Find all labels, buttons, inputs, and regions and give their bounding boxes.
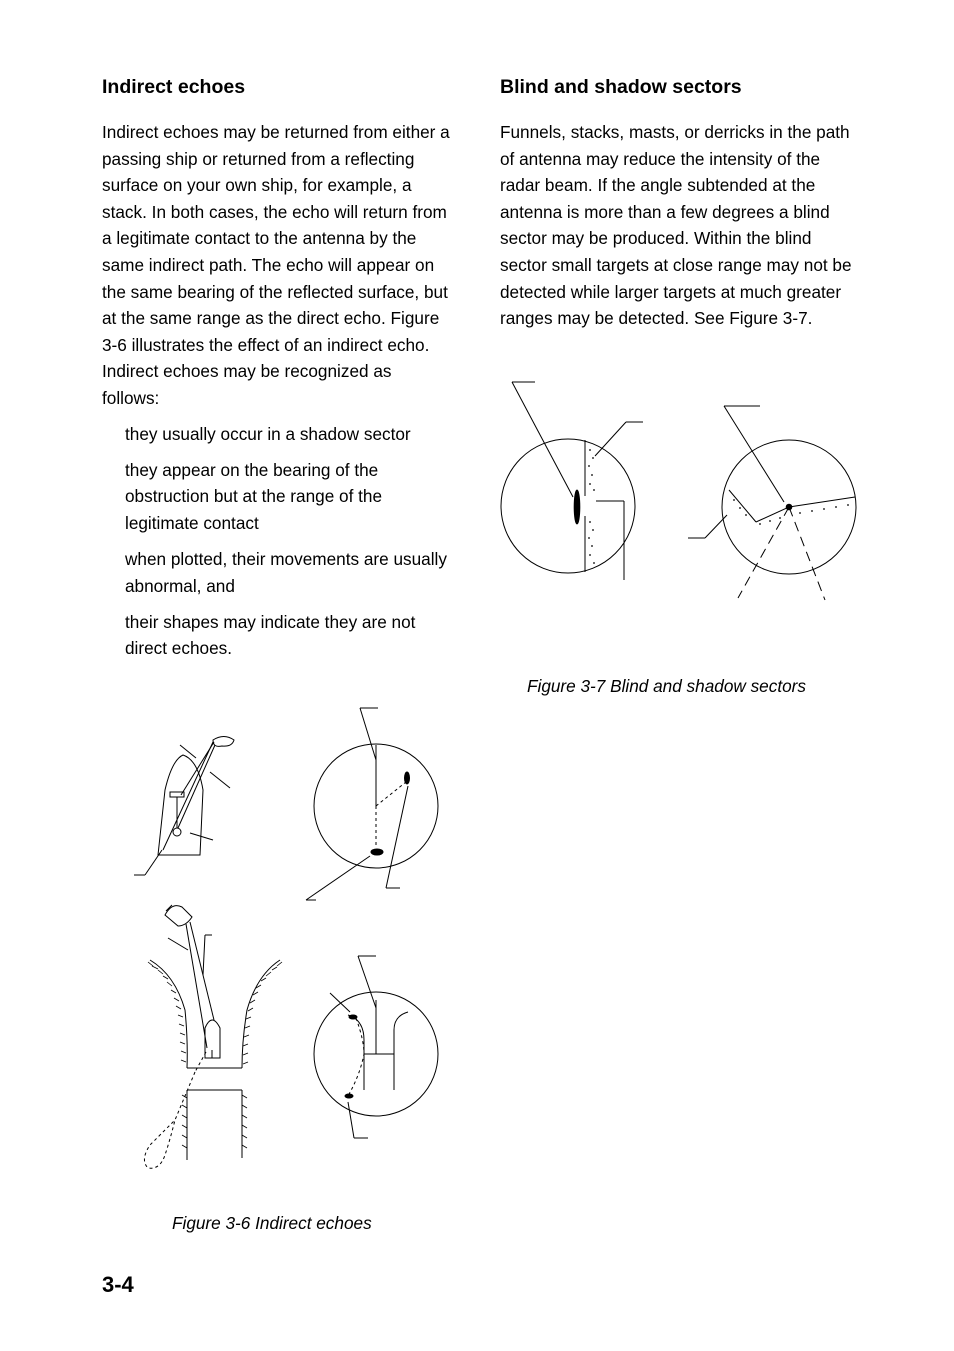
blind-shadow-heading: Blind and shadow sectors [500,76,742,98]
radar-display-blind [501,382,643,580]
left-column [102,76,452,671]
list-item: they usually occur in a shadow sector [125,423,411,444]
figure-3-7-blind-shadow-sectors [490,370,870,610]
figure-3-6-caption: Figure 3-6 Indirect echoes [172,1213,372,1233]
blind-shadow-paragraph: Funnels, stacks, masts, or derricks in the path of antenna may reduce the intensity of the radar beam. If the angle subtended at the antenna is more than a few degrees a blind sector may be produced. Within the blind sector small targets at close range may not be detected while larger targets at much greater ranges may be detected. See Figure 3-7. [500,122,852,329]
radar-display-channel [314,956,438,1138]
indirect-echoes-paragraph: Indirect echoes may be returned from either a passing ship or returned from a reflecting surface on your own ship, for example, a stack. In both cases, the echo will return from a legitimate contact to the antenna by the same indirect path. The echo will appear on the same bearing of the reflected surface, but at the same range as the direct echo. Figure 3-6 illustrates the effect of an indirect echo. Indirect echoes may be recognized as follows: [102,122,450,408]
figure-3-6-indirect-echoes [120,700,450,1180]
radar-display-shadow [688,406,856,600]
channel-diagram [144,905,282,1168]
indirect-echoes-list [102,421,452,662]
list-item: they appear on the bearing of the obstruction but at the range of the legitimate contact [125,459,383,533]
list-item: their shapes may indicate they are not direct echoes. [125,611,416,659]
page-number: 3-4 [102,1272,134,1297]
radar-display-indirect [306,708,438,900]
list-item: when plotted, their movements are usually abnormal, and [125,548,447,596]
figure-3-7-caption: Figure 3-7 Blind and shadow sectors [527,676,806,696]
own-ship-diagram [134,737,234,876]
right-column [500,76,860,332]
indirect-echoes-heading: Indirect echoes [102,76,246,98]
